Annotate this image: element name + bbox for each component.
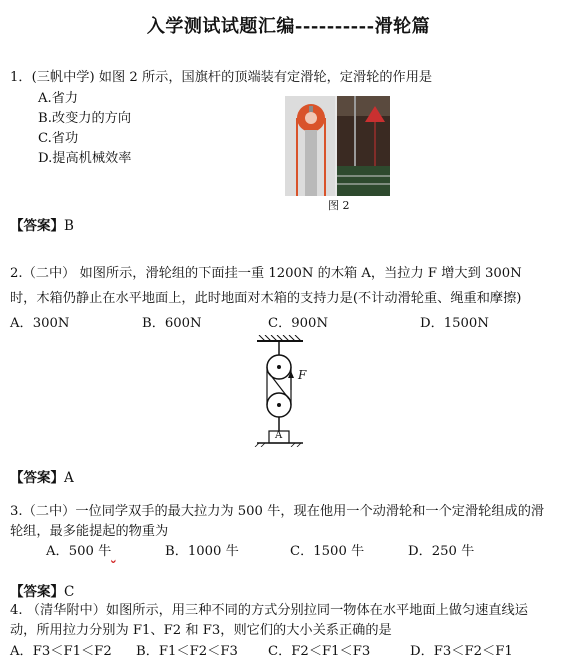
q3-answer-label: 【答案】 [10,584,64,600]
q4-option-b: B．F1＜F2＜F3 [136,644,238,659]
q3-spellcheck-mark [111,542,163,562]
q1-answer-value: B [64,218,74,234]
q1-option-c: C.省功 [38,131,79,146]
q3-answer [10,580,74,600]
q2-answer-label: 【答案】 [10,470,64,486]
q2-stem-line1: 2.（二中） 如图所示，滑轮组的下面挂一重 1200N 的木箱 A，当拉力 F 增大到 300N [10,266,522,281]
q4-stem-line1: 4. （清华附中）如图所示，用三种不同的方式分别拉同一物体在水平地面上做匀速直线运 [10,603,528,618]
q3-option-a [46,542,163,562]
q1-answer [10,214,74,234]
q4-option-c: C．F2＜F1＜F3 [268,644,371,659]
q4-option-a: A．F3＜F1＜F2 [10,644,112,659]
q1-answer-label: 【答案】 [10,218,64,234]
q4-option-d: D．F3＜F2＜F1 [410,644,513,659]
q1-option-b: B.改变力的方向 [38,111,132,126]
q4-stem-line2: 动，所用拉力分别为 F1、F2 和 F3，则它们的大小关系正确的是 [10,623,392,638]
q2-answer-value: A [64,470,74,486]
q1-stem: 1．(三帆中学) 如图 2 所示，国旗杆的顶端装有定滑轮，定滑轮的作用是 [10,70,433,85]
q1-figure-caption: 图 2 [328,199,350,212]
q3-answer-value: C [64,584,75,600]
q3-option-a-text: A．500 牛 [46,544,112,559]
q2-option-b: B．600N [142,316,202,331]
q3-stem-line2: 轮组，最多能提起的物重为 [10,524,169,539]
q2-stem-line2: 时，木箱仍静止在水平地面上，此时地面对木箱的支持力是(不计动滑轮重、绳重和摩擦) [10,291,522,306]
q3-stem-line1: 3.（二中）一位同学双手的最大拉力为 500 牛，现在他用一个动滑轮和一个定滑轮组成的滑 [10,504,545,519]
q1-option-d: D.提高机械效率 [38,151,132,166]
page-title: 入学测试试题汇编----------滑轮篇 [146,16,431,37]
q2-option-d: D．1500N [420,316,489,331]
q2-option-c: C．900N [268,316,328,331]
q2-box-label: A [275,430,283,441]
q1-option-a: A.省力 [38,91,79,106]
q1-flagpole-figure [285,96,390,196]
q2-pulley-figure [245,335,325,447]
q2-option-a: A．300N [10,316,70,331]
q3-option-d: D．250 牛 [408,544,475,559]
q3-option-b: B．1000 牛 [165,544,239,559]
q2-answer [10,466,74,486]
q3-option-c: C．1500 牛 [290,544,365,559]
q2-force-label: F [298,368,307,382]
